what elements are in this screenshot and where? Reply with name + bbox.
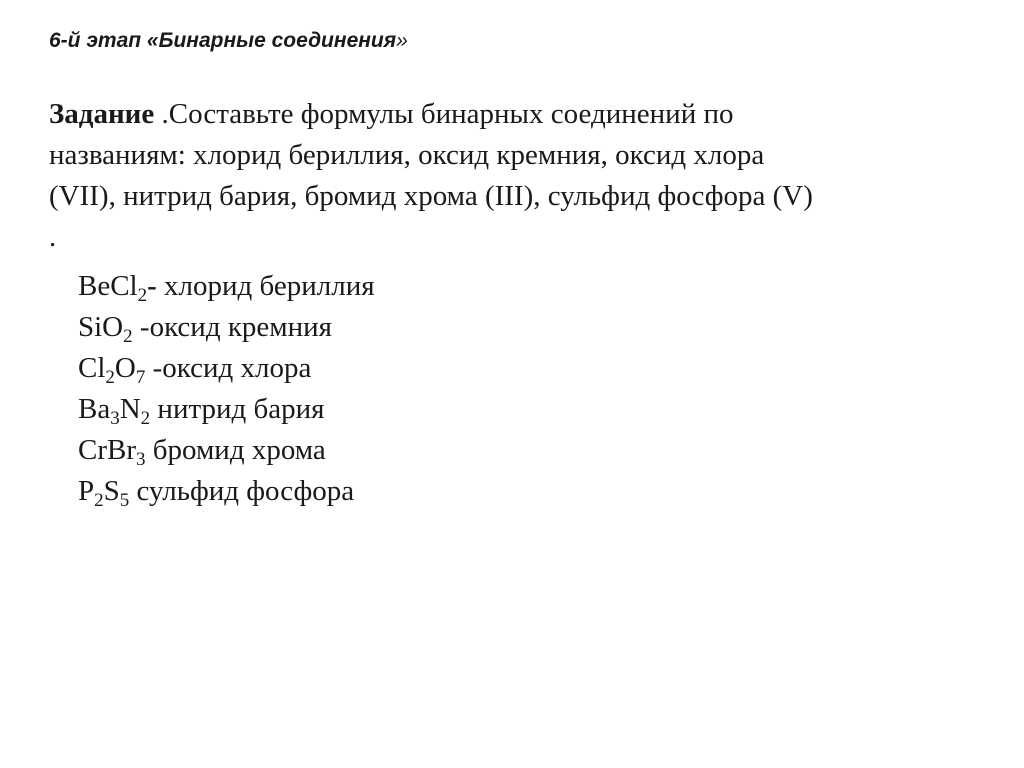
compound-name: оксид кремния	[149, 311, 333, 343]
formula-element: Ba	[78, 393, 111, 425]
compound-name: нитрид бария	[157, 393, 325, 425]
compound-name: бромид хрома	[152, 434, 326, 466]
stage-title-close-quote: »	[396, 29, 408, 52]
task-label: Задание	[49, 98, 155, 130]
answer-row	[78, 430, 375, 471]
formula-element: SiO	[78, 311, 124, 343]
chemical-formula	[78, 352, 146, 388]
answer-row	[78, 266, 375, 307]
formula-subscript: 2	[94, 490, 104, 511]
answer-separator: -	[132, 311, 150, 343]
task-text	[49, 94, 979, 258]
formula-subscript: 2	[140, 408, 151, 429]
formula-subscript: 3	[110, 408, 120, 429]
answer-separator	[146, 434, 153, 466]
chemical-formula	[78, 393, 151, 429]
formula-element: P	[78, 475, 95, 507]
task-line-1-text: .Составьте формулы бинарных соединений по	[154, 98, 734, 130]
answer-separator: -	[147, 270, 157, 302]
chemical-formula	[78, 270, 148, 306]
answer-list	[78, 266, 375, 512]
formula-element: Cl	[78, 352, 106, 384]
formula-subscript: 7	[135, 367, 146, 388]
task-line-3: (VII), нитрид бария, бромид хрома (III), сульфид фосфора (V)	[49, 180, 813, 212]
answer-separator: -	[145, 352, 163, 384]
formula-element: CrBr	[78, 434, 136, 466]
answer-row	[78, 471, 375, 512]
answer-row	[78, 307, 375, 348]
answer-separator	[129, 475, 136, 507]
stage-title-text: 6-й этап «Бинарные соединения	[49, 29, 397, 52]
formula-element: S	[103, 475, 120, 507]
task-line-1	[49, 94, 979, 135]
formula-element: BeCl	[78, 270, 138, 302]
formula-subscript: 2	[123, 326, 133, 347]
compound-name: хлорид бериллия	[156, 270, 375, 302]
answer-row	[78, 389, 375, 430]
chemical-formula	[78, 311, 133, 347]
stage-title	[49, 29, 408, 53]
chemical-formula	[78, 475, 130, 511]
compound-name: сульфид фосфора	[136, 475, 355, 507]
formula-subscript: 3	[136, 449, 146, 470]
task-line-4: .	[49, 221, 57, 253]
formula-subscript: 2	[105, 367, 115, 388]
formula-subscript: 5	[119, 490, 130, 511]
formula-element: O	[114, 352, 136, 384]
formula-subscript: 2	[137, 285, 148, 306]
task-line-2: названиям: хлорид бериллия, оксид кремния, оксид хлора	[49, 139, 765, 171]
chemical-formula	[78, 434, 146, 470]
formula-element: N	[119, 393, 141, 425]
compound-name: оксид хлора	[162, 352, 312, 384]
answer-row	[78, 348, 375, 389]
